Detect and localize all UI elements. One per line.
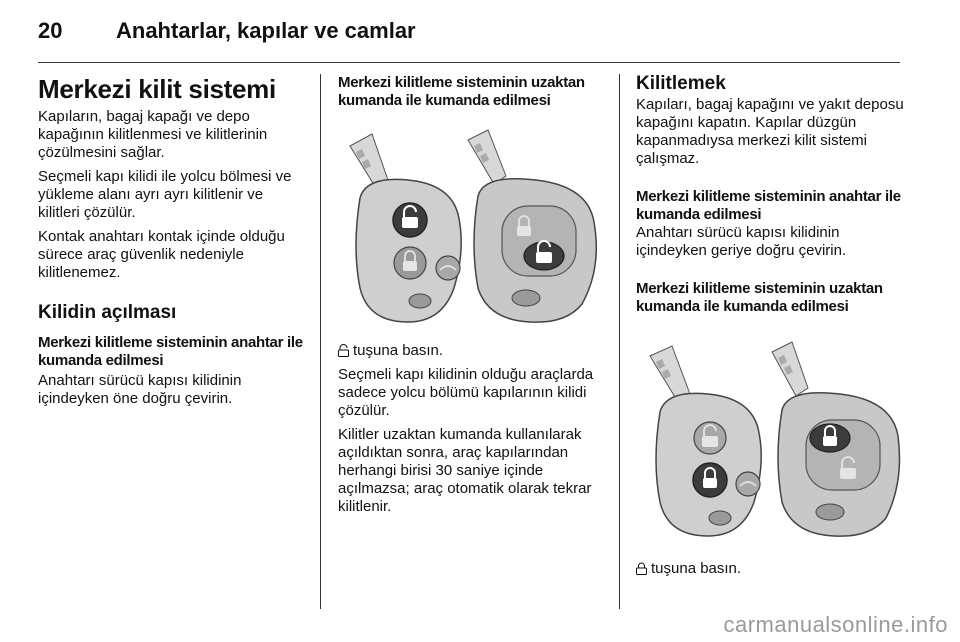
lock-key-text: Anahtarı sürücü kapısı kilidinin içindeyken geriye doğru çevirin.: [636, 224, 847, 259]
key-fob-right: [474, 179, 596, 322]
column-1: [38, 74, 306, 414]
lock-intro: Kapıları, bagaj kapağını ve yakıt deposu kapağını kapatın. Kapılar düzgün kapanmadıysa merkezi kilit sistemi çalışmaz.: [636, 96, 904, 167]
remote-keys-lock-illustration: [636, 334, 904, 544]
key-fob-left: [356, 179, 461, 322]
column-2: [338, 74, 606, 522]
unlock-heading: Kilidin açılması: [38, 302, 177, 323]
column-3: [636, 74, 904, 584]
page-header: [38, 18, 900, 58]
column-divider-1: [320, 74, 321, 609]
watermark: carmanualsonline.info: [723, 612, 948, 637]
unlock-remote-heading: Merkezi kilitleme sisteminin uzaktan kumanda ile kumanda edilmesi: [338, 74, 585, 109]
lock-remote-heading: Merkezi kilitleme sisteminin uzaktan kumanda ile kumanda edilmesi: [636, 280, 883, 315]
header-rule: [38, 62, 900, 63]
unlock-icon: [338, 344, 349, 357]
section-title: Merkezi kilit sistemi: [38, 74, 276, 104]
lock-icon: [636, 562, 647, 575]
lock-key-heading: Merkezi kilitleme sisteminin anahtar ile kumanda edilmesi: [636, 188, 901, 223]
lock-heading: Kilitlemek: [636, 73, 726, 94]
running-title: Anahtarlar, kapılar ve camlar: [116, 18, 416, 43]
intro-text: Kapıların, bagaj kapağı ve depo kapağının kilitlenmesi ve kilitlerinin çözülmesini sağlar.: [38, 108, 268, 161]
selective-unlock-text: Seçmeli kapı kilidinin olduğu araçlarda sadece yolcu bölümü kapılarının kilidi çözülür.: [338, 366, 594, 419]
key-fob-left: [656, 393, 761, 536]
column-divider-2: [619, 74, 620, 609]
remote-key-lock-figure: [636, 334, 904, 546]
lock-press-text: [636, 560, 904, 578]
key-fob-right: [778, 393, 900, 536]
unlock-key-text: Anahtarı sürücü kapısı kilidinin içindeyken öne doğru çevirin.: [38, 372, 242, 407]
page-number: 20: [38, 18, 63, 43]
ignition-note: Kontak anahtarı kontak içinde olduğu sürece araç güvenlik nedeniyle kilitlenemez.: [38, 228, 285, 281]
unlock-press-label: tuşuna basın.: [353, 342, 444, 359]
auto-relock-text: Kilitler uzaktan kumanda kullanılarak açıldıktan sonra, araç kapılarından herhangi birisi 30 saniye içinde açılmazsa; araç otomatik olarak tekrar kilitlenir.: [338, 426, 592, 515]
lock-press-label: tuşuna basın.: [651, 560, 742, 577]
remote-keys-illustration: [338, 118, 606, 328]
selective-lock-text: Seçmeli kapı kilidi ile yolcu bölmesi ve yükleme alanı ayrı ayrı kilitlenir ve kilitleri çözülür.: [38, 168, 292, 221]
unlock-press-text: [338, 342, 606, 360]
unlock-key-heading: Merkezi kilitleme sisteminin anahtar ile kumanda edilmesi: [38, 334, 303, 369]
remote-key-unlock-figure: [338, 118, 606, 328]
